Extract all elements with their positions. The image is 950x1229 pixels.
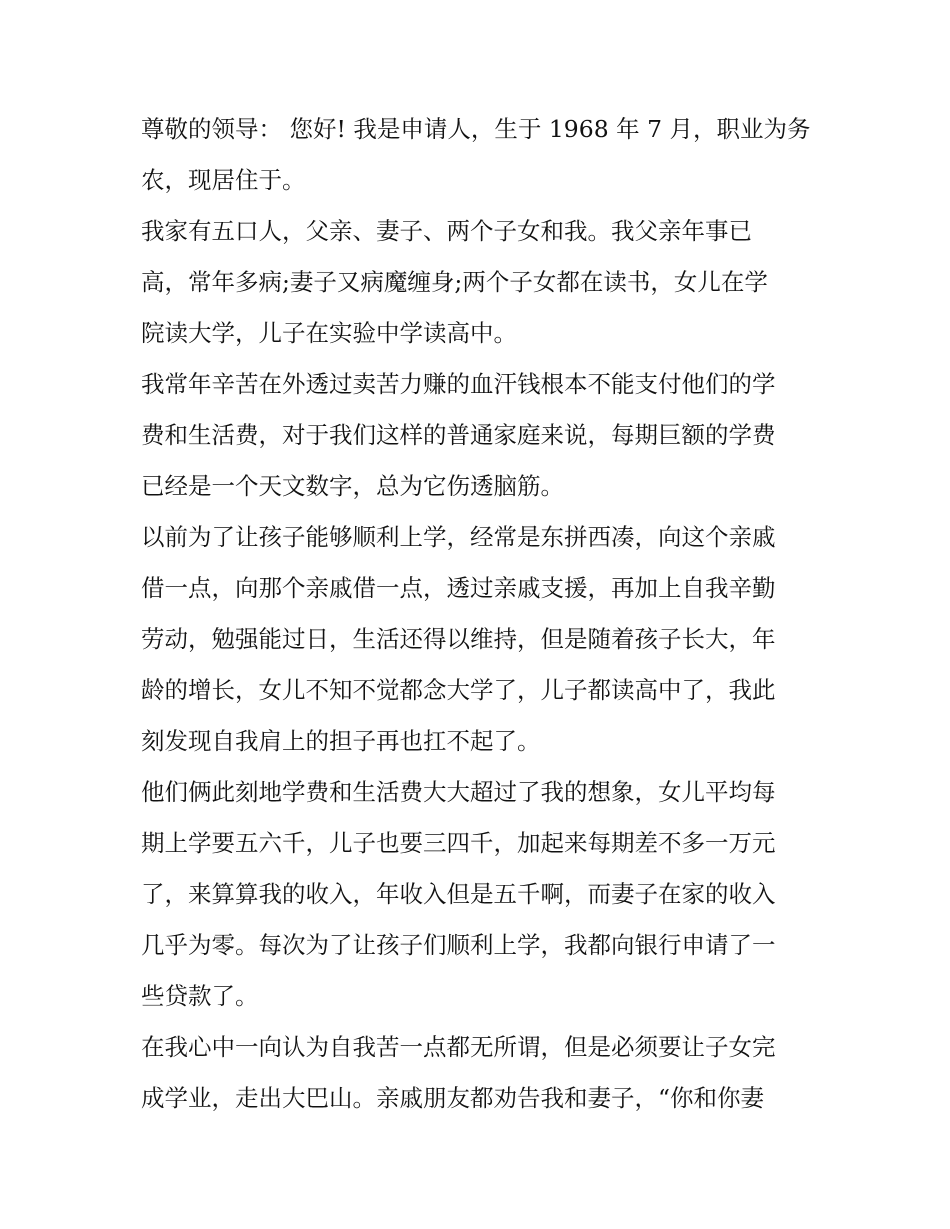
- text-line: 劳动，勉强能过日，生活还得以维持，但是随着孩子长大，年: [141, 625, 776, 653]
- text-line: 他们俩此刻地学费和生活费大大超过了我的想象，女儿平均每: [141, 778, 776, 806]
- text-line: 在我心中一向认为自我苦一点都无所谓，但是必须要让子女完: [141, 1033, 776, 1061]
- text-line: 农，现居住于。: [141, 166, 306, 194]
- text-line: 龄的增长，女儿不知不觉都念大学了，儿子都读高中了，我此: [141, 676, 776, 704]
- text-line: 已经是一个天文数字，总为它伤透脑筋。: [141, 472, 564, 500]
- text-line: 我常年辛苦在外透过卖苦力赚的血汗钱根本不能支付他们的学: [141, 370, 776, 398]
- text-line: 尊敬的领导： 您好! 我是申请人，生于 1968 年 7 月，职业为务: [141, 115, 811, 143]
- text-line: 期上学要五六千，儿子也要三四千，加起来每期差不多一万元: [141, 829, 776, 857]
- text-line: 了，来算算我的收入，年收入但是五千啊，而妻子在家的收入: [141, 880, 776, 908]
- text-line: 高，常年多病;妻子又病魔缠身;两个子女都在读书，女儿在学: [141, 268, 768, 296]
- text-line: 借一点，向那个亲戚借一点，透过亲戚支援，再加上自我辛勤: [141, 574, 776, 602]
- text-line: 刻发现自我肩上的担子再也扛不起了。: [141, 727, 541, 755]
- letter-body: [141, 104, 813, 1124]
- text-line: 些贷款了。: [141, 982, 259, 1010]
- text-line: 院读大学，儿子在实验中学读高中。: [141, 319, 517, 347]
- text-line: 以前为了让孩子能够顺利上学，经常是东拼西凑，向这个亲戚: [141, 523, 776, 551]
- text-line: 费和生活费，对于我们这样的普通家庭来说，每期巨额的学费: [141, 421, 776, 449]
- text-line: 我家有五口人，父亲、妻子、两个子女和我。我父亲年事已: [141, 217, 752, 245]
- text-line: 成学业，走出大巴山。亲戚朋友都劝告我和妻子，“你和你妻: [141, 1084, 765, 1112]
- text-line: 几乎为零。每次为了让孩子们顺利上学，我都向银行申请了一: [141, 931, 776, 959]
